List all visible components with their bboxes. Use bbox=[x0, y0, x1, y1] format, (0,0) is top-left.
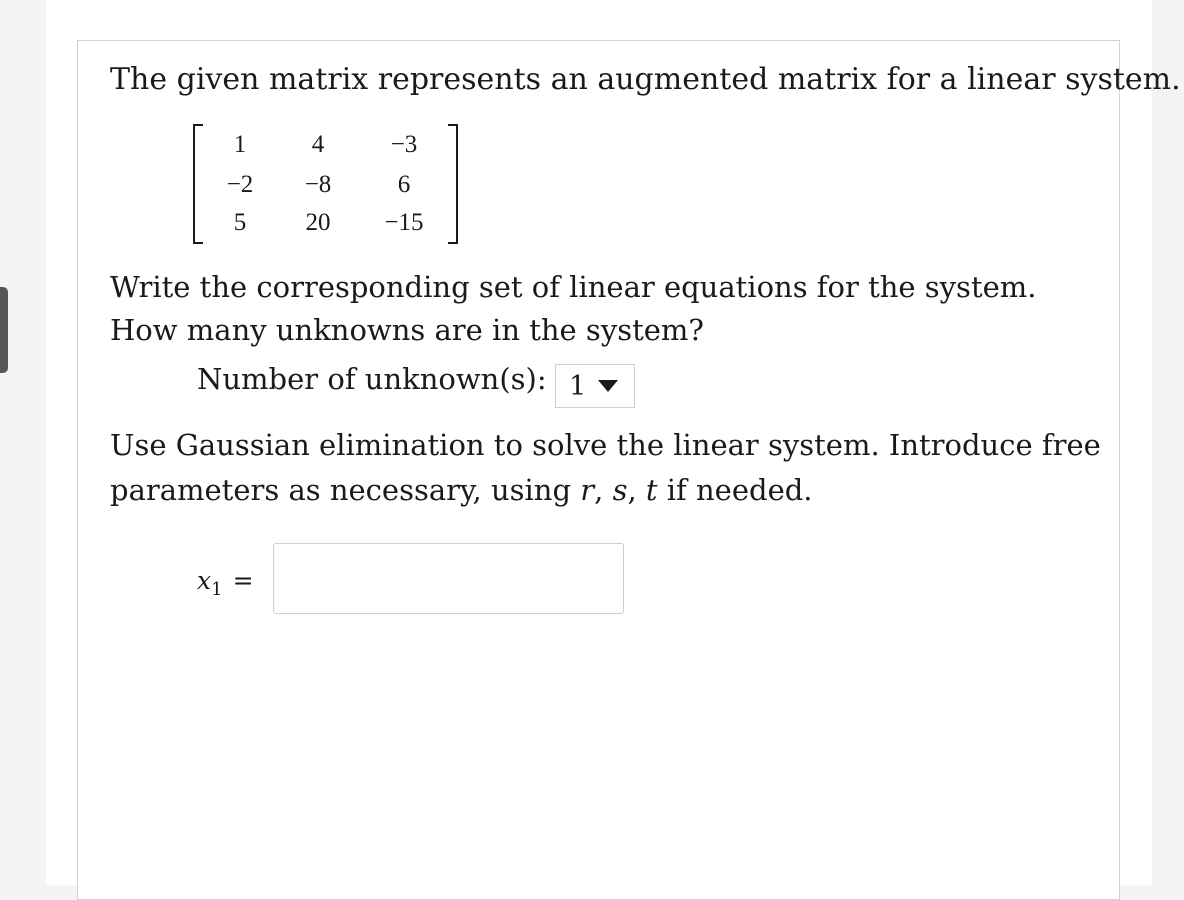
matrix-cell: 4 bbox=[311, 131, 325, 158]
unknowns-selected-value: 1 bbox=[569, 370, 587, 402]
left-scrollbar[interactable] bbox=[0, 287, 8, 373]
equals-sign: = bbox=[232, 566, 254, 595]
matrix-cell: −8 bbox=[304, 171, 332, 198]
matrix-cell: 5 bbox=[233, 209, 247, 236]
variable-subscript: 1 bbox=[211, 579, 223, 600]
augmented-matrix bbox=[193, 124, 458, 244]
separator: , bbox=[627, 473, 646, 507]
separator: , bbox=[594, 473, 613, 507]
dropdown-arrow-icon bbox=[598, 380, 618, 392]
param-r: r bbox=[580, 473, 595, 507]
instruction-text-end: if needed. bbox=[657, 473, 813, 507]
matrix-cell: 6 bbox=[397, 171, 411, 198]
matrix-cell: −15 bbox=[384, 209, 424, 236]
matrix-cell: −3 bbox=[390, 131, 418, 158]
matrix-cell: 20 bbox=[305, 209, 331, 236]
unknowns-dropdown[interactable] bbox=[555, 364, 635, 408]
param-t: t bbox=[645, 473, 658, 507]
x1-label bbox=[197, 566, 254, 600]
instruction-text-main: Use Gaussian elimination to solve the linear system. Introduce free parameters as necessary, using bbox=[110, 428, 1101, 507]
x1-answer-input[interactable] bbox=[273, 543, 624, 614]
matrix-left-bracket bbox=[193, 124, 203, 244]
matrix-cell: −2 bbox=[226, 171, 254, 198]
intro-text: The given matrix represents an augmented matrix for a linear system. bbox=[110, 62, 1181, 97]
param-s: s bbox=[612, 473, 628, 507]
instruction-text bbox=[110, 423, 1110, 513]
matrix-cell: 1 bbox=[233, 131, 247, 158]
question-text: Write the corresponding set of linear equations for the system. How many unknowns are in the system? bbox=[110, 270, 1037, 347]
right-margin bbox=[1152, 0, 1184, 885]
unknowns-label: Number of unknown(s): bbox=[197, 362, 547, 396]
variable-x: x bbox=[197, 566, 212, 595]
matrix-right-bracket bbox=[448, 124, 458, 244]
